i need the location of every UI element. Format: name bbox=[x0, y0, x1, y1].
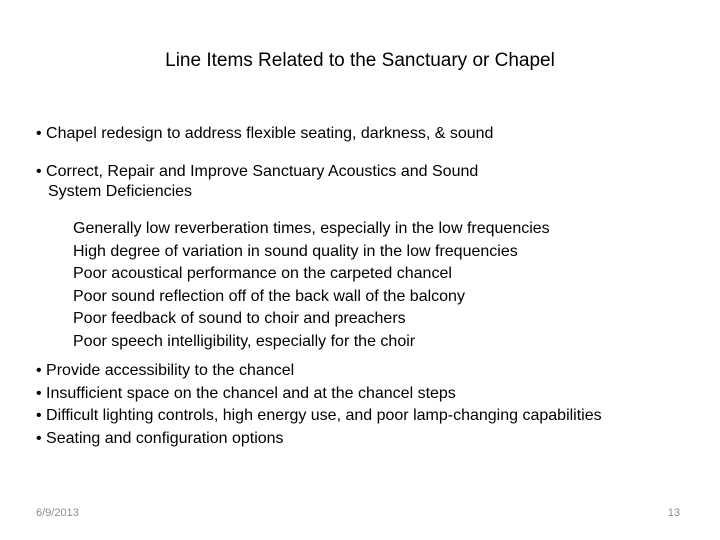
bullet-item: • Provide accessibility to the chancel bbox=[36, 362, 295, 379]
bullet-acoustics: • Correct, Repair and Improve Sanctuary Acoustics and Sound bbox=[36, 163, 479, 180]
sub-item: Generally low reverberation times, especially in the low frequencies bbox=[73, 220, 550, 237]
bullet-item: • Insufficient space on the chancel and at the chancel steps bbox=[36, 384, 456, 402]
bullet-item: • Seating and configuration options bbox=[36, 429, 284, 447]
sub-item: Poor acoustical performance on the carpeted chancel bbox=[73, 265, 452, 282]
footer-page-number: 13 bbox=[667, 507, 680, 519]
bullet-chapel-redesign: • Chapel redesign to address flexible seating, darkness, & sound bbox=[36, 125, 494, 142]
bullet-acoustics-continuation: System Deficiencies bbox=[48, 183, 193, 200]
sub-item: Poor feedback of sound to choir and preachers bbox=[73, 310, 406, 327]
sub-item: Poor speech intelligibility, especially for the choir bbox=[73, 332, 416, 350]
bottom-bullets bbox=[36, 360, 602, 450]
slide-title: Line Items Related to the Sanctuary or Chapel bbox=[165, 50, 555, 71]
bullet-item: • Difficult lighting controls, high energy use, and poor lamp-changing capabilities bbox=[36, 407, 602, 424]
sub-item: High degree of variation in sound quality in the low frequencies bbox=[73, 242, 518, 260]
footer-date: 6/9/2013 bbox=[36, 507, 79, 519]
acoustics-sub-items bbox=[73, 218, 550, 353]
sub-item: Poor sound reflection off of the back wall of the balcony bbox=[73, 287, 465, 305]
